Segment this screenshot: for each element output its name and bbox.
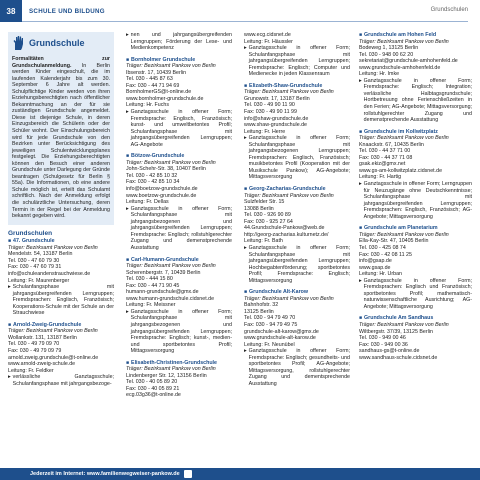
column-2 <box>126 32 232 404</box>
services-text: Ganztagsschule in offener Form; Schulanfangsphase mit jahrgangsbezogenen und jahrgangsübergreifenden Lerngruppen; Fremdsprache: Englisch; rollstuhlgerechter Zugang und demenstprechende Ausstattung <box>130 205 232 251</box>
page-header <box>0 0 480 22</box>
school-name-text: Arnold-Zweig-Grundschule <box>13 321 82 328</box>
school-detail-line: Lindenberger Str. 12, 13156 Berlin <box>126 372 207 379</box>
triangle-bullet-icon: ▸ <box>126 32 129 38</box>
square-bullet-icon: ■ <box>359 128 363 135</box>
square-bullet-icon: ■ <box>244 82 248 89</box>
school-detail-line: Tel. 030 - 444 15 80 <box>126 276 173 283</box>
school-detail-line: gsak.ekiz@gmx.net <box>359 161 406 168</box>
school-detail-line: Leitung: Fr. Hartig <box>359 174 402 181</box>
school-detail-line: ecg.03g36@t-online.de <box>126 392 181 399</box>
school-detail-line: Ella-Kay-Str. 47, 10405 Berlin <box>359 238 429 245</box>
school-name-text: Carl-Humann-Grundschule <box>131 256 199 263</box>
school-services <box>8 284 114 317</box>
school-detail-line: www.gs-am-kollwitzplatz.cidsnet.de <box>359 167 443 174</box>
school-services <box>126 206 232 252</box>
school-entry <box>244 289 350 387</box>
school-detail-line: Leitung: Fr. Maurenberger <box>8 277 70 284</box>
triangle-bullet-icon: ▸ <box>126 205 129 212</box>
services-text: Ganztagsschule in offener Form; Schulanfangsphase mit jahrgangsbezogenen und jahrgangsübergreifenden Lerngruppen; Fremdsprache: Englisch; kunst-, medien- und sportbetontes Profil; Mittagsversorgung <box>130 308 232 355</box>
intro-text <box>12 56 110 220</box>
school-detail-line: Sulzfelder Str. 15 <box>244 199 285 206</box>
school-detail-line: Tel. 030 - 49 90 11 90 <box>244 102 295 109</box>
school-detail-line: Leitung: Fr. Bath <box>244 238 283 245</box>
school-detail-line: Träger: Bezirksamt Pankow von Berlin <box>359 38 449 45</box>
services-text: Ganztagsschule in offener Form; Fremdsprache: Englisch; gesundheits- und sportbetontes Profil; AG-Angebote; Mittagsversorgung, rollstuhlgerechter Zugang und dementsprechende Ausstattung <box>248 348 350 387</box>
section-title: SCHULE UND BILDUNG <box>29 7 105 15</box>
school-entry <box>126 257 232 355</box>
school-detail-line: Fax: 030 - 42 85 10 34 <box>126 179 180 186</box>
school-detail-line: info@gsap.de <box>359 258 392 265</box>
school-detail-line: Fax: 030 - 94 79 49 75 <box>244 321 298 328</box>
triangle-bullet-icon: ▸ <box>359 77 362 84</box>
column-1-entries <box>8 238 114 387</box>
school-entry <box>359 32 472 124</box>
school-detail-line: Ibsenstr. 17, 10439 Berlin <box>126 69 187 76</box>
school-detail-line: Träger: Bezirksamt Pankow von Berlin <box>8 328 98 335</box>
services-text: Ganztagsschule in offener Form; Lerngruppen für Neuzugänge ohne Deutschkenntnisse; Schulanfangsphase mit jahrgangsübergreifenden Lerngruppen; Fremdsprachen: Englisch, Französisch; AG-Angebote; Mittagsversorgung <box>363 181 472 220</box>
school-entry <box>244 83 350 181</box>
school-detail-line: Träger: Bezirksamt Pankow von Berlin <box>126 159 216 166</box>
services-text: Ganztagsschule in offener Form; Schulanfangsphase mit jahrgangsübergreifenden Lerngruppen; Hochbegabtenförderung; sportbetontes Profil; Fremdsprache: Englisch; Mittagsversorgung <box>248 244 350 284</box>
school-detail-line: Tel. 030 - 49 79 09 70 <box>8 341 60 348</box>
school-detail-line: www.arnold-zweig-schule.de <box>8 361 76 368</box>
school-detail-line: Leitung: Fr. Herre <box>244 128 286 135</box>
triangle-bullet-icon: ▸ <box>8 284 11 291</box>
school-detail-line: Fax: 030 - 47 60 79 31 <box>8 264 62 271</box>
school-detail-line: Träger: Bezirksamt Pankow von Berlin <box>126 263 216 270</box>
school-detail-line: Bahnhofstr. 32 <box>244 302 279 309</box>
triangle-bullet-icon: ▸ <box>244 45 247 52</box>
intro-heading <box>12 35 110 51</box>
services-text: verlässliche Ganztagsschule; Schulanfangsphase mit jahrgangsbezoge- <box>12 374 114 387</box>
school-detail-line: info@schuleandenstrauchwiese.de <box>8 270 91 277</box>
school-detail-line: www.boetzow-grundschule.de <box>126 192 197 199</box>
school-detail-line: arnold.zweig.grundschule@t-online.de <box>8 354 99 361</box>
footer-text: Jederzeit im Internet: www.familienwegweiser-pankow.de <box>30 471 180 477</box>
intro-lead: Formalitäten zur Grundschulanmeldung. <box>12 56 110 69</box>
school-name-text: Grundschule im Kollwitzplatz <box>364 128 438 135</box>
school-detail-line: Fax: 030 - 925 27 64 <box>244 218 293 225</box>
school-detail-line: Tel. 030 - 94 79 49 70 <box>244 315 296 322</box>
school-detail-line: Tel. 030 - 948 00 62 20 <box>359 51 414 58</box>
school-services <box>244 135 350 181</box>
school-detail-line: Fax: 030 - 42 08 11 25 <box>359 251 412 258</box>
school-detail-line: Leitung: Fr. Häussler <box>244 38 293 45</box>
school-detail-line: sandhaus-gs@t-online.de <box>359 348 420 355</box>
intro-title: Grundschule <box>29 37 85 48</box>
school-detail-line: info@boetzow-grundschule.de <box>126 186 198 193</box>
school-detail-line: 13125 Berlin <box>244 308 274 315</box>
school-name-text: Grundschule am Hohen Feld <box>364 32 437 38</box>
services-text: Ganztagsschule in offener Form; Schulanfangsphase mit jahrgangsübergreifenden Lerngruppen; Fremdsprache: Englisch; Computer und Medienecke in jeden Klassenraum <box>248 45 350 78</box>
school-detail-line: Fax: 030 - 49 90 11 99 <box>244 109 297 116</box>
school-detail-line: Fax: 030 - 44 71 94 69 <box>126 82 180 89</box>
school-detail-line: sekretariat@grundschule-amhohenfeld.de <box>359 58 458 65</box>
school-detail-line: www.grundschule-alt-karow.de <box>244 335 316 342</box>
intro-body: In Berlin werden Kinder eingeschult, die im laufenden Kalenderjahr bis zum 30. September 6 Jahre alt werden. Schulpflichtige Kinder werden von ihren Erziehungsberechtigten nach öffentlicher Bekanntmachung an der für sie zuständigen Grundschule angemeldet. Diese ist diejenige Schule, in deren Einzugsbereich die Schülerin oder der Schüler wohnt. Der Einschulungsbereich wird für jede Grundschule von den Bezirken unter Berücksichtigung des jeweiligen Schulentwicklungsplanes festgelegt. Die Erziehungsberechtigten können den Besuch einer anderen Grundschule unter Darlegung der Gründe beantragen (Schulgesetz für Berlin § 55a). Die Informationen, ob eine andere Schule möglich ist, erteilt das Schulamt schriftlich. Nach der Anmeldung erfolgt die schulärztliche Untersuchung, deren Termin in der Regel bei der Anmeldung bekannt gegeben wird. <box>12 62 110 220</box>
column-2-entries <box>126 32 232 399</box>
school-detail-line: John-Schehr-Str. 38, 10407 Berlin <box>126 166 206 173</box>
school-services <box>244 45 350 78</box>
running-head: Grundschulen <box>430 7 468 13</box>
school-name-text: Grundschule Am Sandhaus <box>364 315 434 322</box>
school-detail-line: Träger: Bezirksamt Pankow von Berlin <box>244 295 334 302</box>
triangle-bullet-icon: ▸ <box>359 277 362 284</box>
school-detail-line: Tel. 030 - 949 00 46 <box>359 335 406 342</box>
column-3 <box>244 32 350 392</box>
school-services <box>244 348 350 387</box>
square-bullet-icon: ■ <box>126 359 130 366</box>
school-detail-line: Träger: Bezirksamt Pankow von Berlin <box>359 135 449 142</box>
school-services <box>8 374 114 387</box>
column-4-entries <box>359 32 472 361</box>
school-detail-line: Tel. 030 - 42 85 10 32 <box>126 172 178 179</box>
school-detail-line: Wiltbergstr. 37/39, 13125 Berlin <box>359 328 433 335</box>
column-1 <box>8 32 114 392</box>
triangle-bullet-icon: ▸ <box>244 135 247 142</box>
services-text: Ganztagsschule in offener Form; Fremdsprache: Englisch, Französisch; kunst- und umweltbetontes Profil; Schulanfangsphase mit jahrgangsübergreifenden Lerngruppen; AG-Angebote <box>130 109 232 148</box>
square-bullet-icon: ■ <box>244 186 248 193</box>
school-entry <box>126 153 232 251</box>
triangle-bullet-icon: ▸ <box>244 348 247 355</box>
school-services <box>126 32 232 52</box>
school-entry <box>126 360 232 399</box>
square-bullet-icon: ■ <box>8 238 12 245</box>
school-entry <box>244 186 350 284</box>
school-entry <box>244 32 350 78</box>
school-detail-line: Träger: Bezirksamt Pankow von Berlin <box>359 231 449 238</box>
school-detail-line: www.ecg.cidsnet.de <box>244 32 291 38</box>
school-detail-line: Tel. 030 - 40 05 89 20 <box>126 379 178 386</box>
column-4 <box>359 32 472 366</box>
school-detail-line: www.humann-grundschule.cidsnet.de <box>126 295 215 302</box>
school-detail-line: Fax: 030 - 949 00 36 <box>359 341 408 348</box>
column-3-entries <box>244 32 350 387</box>
school-detail-line: Tel. 030 - 926 90 89 <box>244 212 291 219</box>
school-detail-line: Träger: Bezirksamt Pankow von Berlin <box>126 366 216 373</box>
school-detail-line: Bodeweg 1, 13125 Berlin <box>359 45 419 52</box>
school-detail-line: http://georg-zacharias.kulturnetz.de/ <box>244 231 329 238</box>
triangle-bullet-icon: ▸ <box>126 308 129 315</box>
school-services <box>126 109 232 148</box>
school-name-text: Georg-Zacharias-Grundschule <box>249 186 326 193</box>
school-detail-line: Träger: Bezirksamt Pankow von Berlin <box>126 63 216 70</box>
school-detail-line: Träger: Bezirksamt Pankow von Berlin <box>8 244 98 251</box>
page-footer <box>0 468 480 480</box>
category-heading: Grundschulen <box>8 229 53 237</box>
square-bullet-icon: ■ <box>359 315 363 322</box>
school-name-text: Bötzow-Grundschule <box>131 153 185 160</box>
school-services <box>359 181 472 220</box>
school-detail-line: Fax: 030 - 44 71 90 45 <box>126 282 180 289</box>
school-detail-line: humann-grundschule@gmx.de <box>126 289 199 296</box>
school-detail-line: Tel. 030 - 425 08 74 <box>359 244 406 251</box>
school-detail-line: Tel. 030 - 47 60 79 30 <box>8 257 60 264</box>
school-entry <box>359 315 472 361</box>
school-entry <box>8 322 114 387</box>
services-text: nen und jahrgangsübergreifenden Lerngruppen; Förderung der Lese- und Medienkompetenz <box>130 32 232 52</box>
triangle-bullet-icon: ▸ <box>244 244 247 251</box>
school-detail-line: Träger: Bezirksamt Pankow von Berlin <box>244 192 334 199</box>
school-detail-line: grundschule-alt-karow@gmx.de <box>244 328 319 335</box>
school-detail-line: Fax: 030 - 40 05 89 21 <box>126 385 180 392</box>
school-detail-line: 13088 Berlin <box>244 205 274 212</box>
intro-box <box>8 32 114 225</box>
square-bullet-icon: ■ <box>244 289 248 296</box>
school-detail-line: Leitung: Fr. Dellas <box>126 199 169 206</box>
school-detail-line: Scherenbergstr. 7, 10439 Berlin <box>126 269 201 276</box>
page-number: 38 <box>0 0 22 22</box>
services-text: Ganztagsschule in offener Form; Schulanfangsphase mit jahrgangsbezogenen Lerngruppen; Fremdsprachen: Englisch, Französisch; musikbetontes Profil (Kooperation mit der Musikschule Pankow); AG-Angebote; Mittagsversorgung <box>248 135 350 181</box>
school-detail-line: BornholmerGS@t-online.de <box>126 89 192 96</box>
school-detail-line: Mendelstr. 54, 13187 Berlin <box>8 251 73 258</box>
triangle-bullet-icon: ▸ <box>8 374 11 381</box>
school-detail-line: Träger: Bezirksamt Pankow von Berlin <box>244 89 334 96</box>
school-detail-line: Träger: Bezirksamt Pankow von Berlin <box>359 321 449 328</box>
school-detail-line: Tel. 030 - 44 37 71 00 <box>359 148 411 155</box>
school-entry <box>359 225 472 310</box>
school-name-text: Bornholmer Grundschule <box>131 56 196 63</box>
school-name-text: Elisabeth-Christinen-Grundschule <box>131 359 217 366</box>
school-detail-line: Leitung: Fr. Meissner <box>126 302 176 309</box>
square-bullet-icon: ■ <box>126 256 130 263</box>
square-bullet-icon: ■ <box>8 321 12 328</box>
school-detail-line: Leitung: Hr. Imke <box>359 71 400 78</box>
school-detail-line: Knaackstr. 67, 10435 Berlin <box>359 141 424 148</box>
school-detail-line: www.gsap.de <box>359 264 391 271</box>
school-services <box>359 78 472 124</box>
school-detail-line: www.grundschule-amhohenfeld.de <box>359 64 441 71</box>
school-detail-line: Leitung: Hr. Fuchs <box>126 102 169 109</box>
school-detail-line: Leitung: Fr. Neunübel <box>244 341 295 348</box>
school-services <box>126 309 232 355</box>
school-entry <box>126 32 232 52</box>
school-detail-line: www.sandhaus-schule.cidsnet.de <box>359 354 438 361</box>
school-name-text: 47. Grundschule <box>13 238 55 245</box>
school-detail-line: Tel. 030 - 445 87 63 <box>126 76 173 83</box>
school-detail-line: Fax: 030 - 49 79 09 79 <box>8 347 62 354</box>
triangle-bullet-icon: ▸ <box>359 181 362 188</box>
school-name-text: Grundschule am Planetarium <box>364 225 438 232</box>
school-entry <box>8 238 114 317</box>
services-text: Ganztagsschule in offener Form; Fremdsprachen: Englisch und Französisch; sportbetontes Profil; mathematisch-naturwissenschaftliche Ausrichtung; AG-Angebote; Mittagsversorgung <box>363 277 472 310</box>
school-services <box>359 278 472 311</box>
school-detail-line: Leitung: Hr. Urban <box>359 271 402 278</box>
school-name-text: Elizabeth-Shaw-Grundschule <box>249 82 323 89</box>
triangle-bullet-icon: ▸ <box>126 109 129 116</box>
header-divider <box>22 21 468 22</box>
school-detail-line: info@shaw-grundschule.de <box>244 115 309 122</box>
school-entry <box>359 129 472 221</box>
school-detail-line: Fax: 030 - 44 37 71 08 <box>359 154 413 161</box>
school-services <box>244 245 350 284</box>
school-name-text: Grundschule Alt-Karow <box>249 289 308 296</box>
school-detail-line: Wollankstr. 131, 13187 Berlin <box>8 334 77 341</box>
school-detail-line: Grunowstr. 17, 13187 Berlin <box>244 95 310 102</box>
school-entry <box>126 57 232 149</box>
school-detail-line: www.shaw-grundschule.de <box>244 122 308 129</box>
school-detail-line: 44.Grundschule-Pankow@web.de <box>244 225 325 232</box>
square-bullet-icon: ■ <box>359 32 363 38</box>
services-text: Schulanfangsphase mit jahrgangsübergreifenden Lerngruppen; Fremdsprachen: Englisch, Französisch; Kooperations-Schule mit der Schule an der Strauchwiese <box>12 284 114 317</box>
school-detail-line: Leitung: Fr. Feldker <box>8 367 54 374</box>
footer-tag <box>184 470 192 478</box>
square-bullet-icon: ■ <box>126 56 130 63</box>
square-bullet-icon: ■ <box>126 153 130 160</box>
school-detail-line: www.bornholmer-grundschule.de <box>126 95 204 102</box>
square-bullet-icon: ■ <box>359 225 363 232</box>
hand-icon <box>12 35 26 51</box>
services-text: Ganztagsschule in offener Form; Fremdsprache: Englisch; Integration; verlässliche Halbtagsgrundschule; Hortbetreuung ohne Ferienschließzeiten in den Ferien; AG-Angebote; Mittagsversorgung; rollstuhlgerechter Zugang und demenstprechende Ausstattung <box>363 77 472 124</box>
